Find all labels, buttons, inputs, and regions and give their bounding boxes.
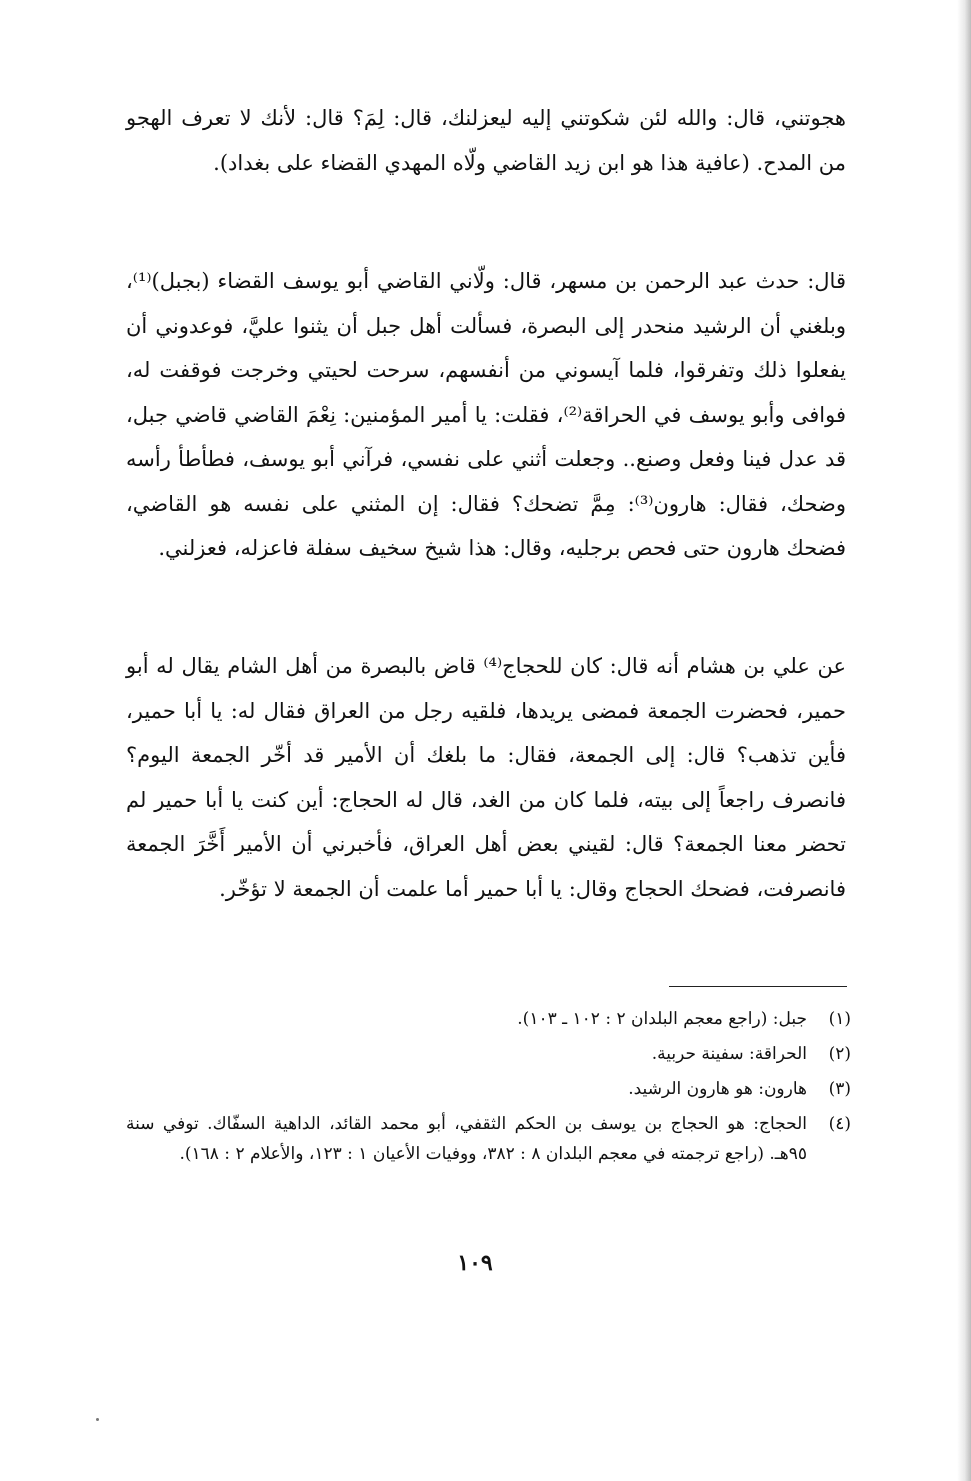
paragraph-1: هجوتني، قال: والله لئن شكوتني إليه ليعزلنك، قال: لِمَ؟ قال: لأنك لا تعرف الهجو من المدح. (عافية هذا هو ابن زيد القاضي ولّاه المهدي القضاء على بغداد). xyxy=(126,106,846,175)
footnote-text: جبل: (راجع معجم البلدان ٢ : ١٠٢ ـ ١٠٣). xyxy=(517,1009,807,1029)
scan-speck xyxy=(96,1418,99,1421)
page-number: ١٠٩ xyxy=(457,1250,493,1276)
footnote-number: (١) xyxy=(828,1009,851,1029)
footnote-number: (٢) xyxy=(828,1044,851,1064)
footnote-2 xyxy=(126,1039,851,1069)
footnote-1 xyxy=(126,1004,851,1034)
footnote-4 xyxy=(126,1109,851,1169)
footnote-3 xyxy=(126,1074,851,1104)
footnote-text: الحجاج: هو الحجاج بن يوسف بن الحكم الثقفي، أبو محمد القائد، الداهية السفّاك. توفي سنة ٩٥هـ. (راجع ترجمته في معجم البلدان ٨ : ٣٨٢، ووفيات الأعيان ١ : ١٢٣، والأعلام ٢ : ١٦٨). xyxy=(126,1114,807,1164)
footnote-text: هارون: هو هارون الرشيد. xyxy=(628,1079,807,1099)
paragraph-2: قال: حدث عبد الرحمن بن مسهر، قال: ولّاني القاضي أبو يوسف القضاء (بجبل)⁽¹⁾، وبلغني أن الرشيد منحدر إلى البصرة، فسألت أهل جبل أن يثنوا عليَّ، فوعدوني أن يفعلوا ذلك وتفرقوا، فلما آيسوني من أنفسهم، سرحت لحيتي وخرجت فوقفت له، فوافى وأبو يوسف في الحراقة⁽²⁾، فقلت: يا أمير المؤمنين: نِعْمَ القاضي قاضي جبل، قد عدل فينا وفعل وصنع.. وجعلت أثني على نفسي، فرآني أبو يوسف، فطأطأ رأسه وضحك، فقال: هارون⁽³⁾: مِمَّ تضحك؟ فقال: إن المثني على نفسه هو القاضي، فضحك هارون حتى فحص برجليه، وقال: هذا شيخ سخيف سفلة فاعزله، فعزلني. xyxy=(126,269,846,560)
footnote-number: (٤) xyxy=(828,1114,851,1134)
scan-edge-shadow xyxy=(957,0,971,1481)
footnotes xyxy=(126,1004,851,1174)
footnote-number: (٣) xyxy=(828,1079,851,1099)
footnote-text: الحراقة: سفينة حربية. xyxy=(651,1044,807,1064)
footnote-separator xyxy=(669,986,847,987)
paragraph-3: عن علي بن هشام أنه قال: كان للحجاج⁽⁴⁾ قاض بالبصرة من أهل الشام يقال له أبو حمير، فحضرت الجمعة فمضى يريدها، فلقيه رجل من العراق فقال له: يا أبا حمير، فأين تذهب؟ قال: إلى الجمعة، فقال: ما بلغك أن الأمير قد أخّر الجمعة اليوم؟ فانصرف راجعاً إلى بيته، فلما كان من الغد، قال له الحجاج: أين كنت يا أبا حمير لم تحضر معنا الجمعة؟ قال: لقيني بعض أهل العراق، فأخبرني أن الأمير أَخَّرَ الجمعة فانصرفت، فضحك الحجاج وقال: يا أبا حمير أما علمت أن الجمعة لا تؤخّر. xyxy=(126,654,846,901)
